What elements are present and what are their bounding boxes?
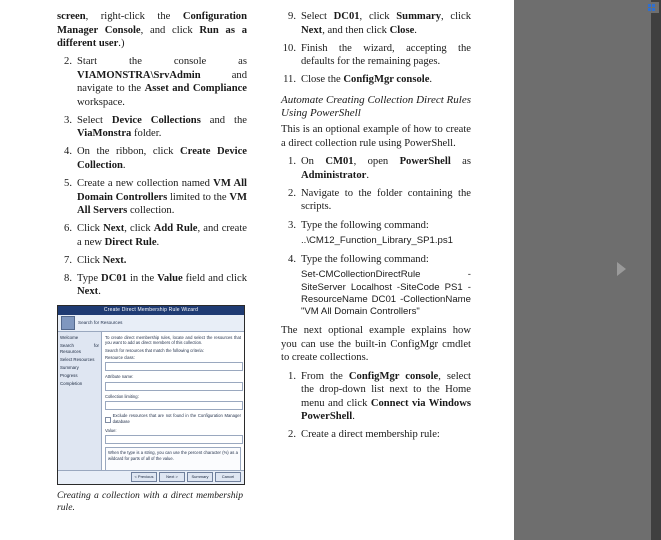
body-text: , open	[353, 156, 400, 168]
figure-wizard-button: Next >	[159, 472, 185, 482]
body-text: , click	[359, 11, 397, 22]
body-text: in the	[126, 272, 158, 284]
vertical-scrollbar[interactable]	[651, 0, 661, 540]
right-column	[281, 10, 474, 446]
body-text: , right-click the	[85, 11, 183, 22]
body-text: as	[450, 156, 471, 168]
body-text: Type	[77, 272, 102, 284]
emphasized-text: VM All Servers	[77, 191, 248, 217]
figure-field-label-4: Value:	[105, 427, 117, 433]
section-heading: Automate Creating Collection Direct Rules Using PowerShell	[281, 93, 471, 120]
emphasized-text: Next	[301, 24, 323, 36]
left-column	[57, 10, 247, 515]
figure-toolbar-text: Search for Resources	[78, 319, 123, 325]
body-text: , select the drop-down list next to the Home menu and click	[301, 370, 471, 409]
left-step-list	[57, 55, 247, 299]
body-text: Type the following command:	[301, 219, 429, 231]
figure-field-label-2: Attribute name:	[105, 374, 134, 380]
emphasized-text: Direct Rule	[104, 236, 157, 248]
figure-field-3	[105, 401, 243, 410]
list-item-text	[77, 178, 247, 216]
emphasized-text: Next	[77, 286, 99, 298]
body-text: , click	[441, 11, 471, 22]
list-item-number: 2.	[288, 187, 296, 199]
figure-caption: Creating a collection with a direct membership rule.	[57, 489, 243, 514]
emphasized-text: Add Rule	[153, 223, 198, 235]
body-text: Finish the wizard, accepting the defaults for the remaining pages.	[301, 42, 471, 68]
body-text: , and then click	[322, 24, 390, 36]
figure-nav-item: Select Resources	[60, 356, 95, 362]
figure-main-line-2: Search for resources that match the following criteria:	[105, 347, 204, 353]
list-item-text	[301, 74, 432, 85]
list-item	[281, 428, 471, 442]
figure-field-label-3: Collection limiting:	[105, 393, 139, 399]
section-outro: The next optional example explains how you can use the built-in ConfigMgr cmdlet to create collections.	[281, 324, 471, 364]
emphasized-text: Asset and Compliance	[144, 83, 247, 95]
body-text: field and click	[182, 272, 247, 284]
list-item-number: 5.	[64, 178, 72, 190]
list-item	[57, 114, 247, 141]
emphasized-text: VM All Domain Controllers	[77, 178, 248, 203]
body-text: .)	[118, 38, 125, 50]
figure-hint-text: When the type is a string, you can use the percent character (%) as a wildcard for parts of all of the value.	[108, 450, 238, 461]
emphasized-text: Value	[157, 272, 183, 284]
list-item-number: 7.	[64, 254, 72, 266]
list-item	[57, 177, 247, 218]
list-item	[57, 55, 247, 109]
list-item-text	[301, 254, 429, 265]
emphasized-text: VIAMONSTRA\SrvAdmin	[77, 69, 201, 81]
list-item-number: 3.	[64, 114, 72, 126]
two-column-layout	[57, 10, 474, 514]
figure-wizard-nav	[58, 332, 102, 472]
next-page-arrow-icon[interactable]	[617, 262, 626, 276]
body-text: limited to the	[167, 191, 230, 203]
body-text: .	[156, 236, 160, 248]
figure-main-line: To create direct membership rules, locate and select the resources that you want to add as direct members of this collection.	[105, 334, 241, 346]
body-text: and navigate to the	[77, 69, 247, 95]
emphasized-text: ConfigMgr console	[343, 74, 430, 86]
emphasized-text: Configuration Manager Console	[57, 11, 247, 36]
figure-wizard-button: Summary	[187, 472, 213, 482]
list-item	[57, 145, 247, 172]
emphasized-text: DC01	[333, 11, 360, 22]
list-item-number: 4.	[64, 146, 72, 158]
code-block: ..\CM12_Function_Library_SP1.ps1	[301, 235, 453, 247]
list-item	[281, 155, 471, 182]
list-item	[281, 219, 471, 248]
lead-continuation-paragraph	[57, 10, 247, 51]
section-intro: This is an optional example of how to create a direct collection rule using PowerShell.	[281, 124, 471, 149]
list-item-number: 2.	[64, 56, 72, 68]
figure-checkbox-row	[105, 413, 241, 426]
checkbox-icon	[105, 417, 111, 423]
figure-nav-item: Progress	[60, 373, 78, 379]
list-item-text	[301, 429, 440, 440]
emphasized-text: Create Device Collection	[77, 146, 247, 171]
body-text: Create a new collection named	[77, 178, 214, 190]
right-step-list-bottom	[281, 370, 471, 442]
list-item	[281, 10, 471, 37]
figure-nav-item: Completion	[60, 381, 83, 387]
list-item-number: 4.	[288, 253, 296, 265]
emphasized-text: Administrator	[301, 169, 367, 181]
list-item-text	[301, 11, 471, 36]
screenshot-figure	[57, 305, 245, 485]
body-text: Click	[77, 223, 104, 235]
emphasized-text: screen	[57, 11, 86, 22]
body-text: .	[122, 159, 126, 171]
figure-nav-item: Welcome	[60, 334, 79, 340]
right-step-list-top	[281, 10, 471, 87]
figure-nav-item: Search for Resources	[60, 343, 99, 354]
list-item-text	[77, 115, 247, 140]
figure-wizard-page	[102, 332, 244, 472]
emphasized-text: ViaMonstra	[77, 128, 132, 140]
emphasized-text: ConfigMgr console	[348, 370, 439, 382]
list-item	[57, 272, 247, 299]
body-text: .	[352, 411, 355, 423]
list-item-number: 2.	[288, 429, 296, 441]
body-text: .	[429, 74, 433, 86]
figure-window-title: Create Direct Membership Rule Wizard	[58, 306, 244, 315]
list-item	[57, 222, 247, 249]
body-text: , and click	[140, 24, 200, 36]
body-text: , click	[124, 223, 154, 235]
right-step-list-mid	[281, 155, 474, 319]
list-item-text	[77, 223, 247, 248]
figure-field-label-1: Resource class:	[105, 355, 135, 361]
list-item-number: 6.	[64, 223, 72, 235]
emphasized-text: CM01	[325, 156, 354, 168]
emphasized-text: Close	[389, 24, 415, 36]
emphasized-text: PowerShell	[399, 156, 451, 168]
list-item-text	[77, 255, 126, 266]
list-item	[281, 370, 471, 424]
body-text: Click	[77, 254, 103, 266]
figure-field-1	[105, 362, 243, 371]
body-text: Select	[301, 11, 334, 22]
list-item	[281, 42, 471, 69]
list-item-number: 1.	[288, 370, 296, 382]
list-item-number: 1.	[288, 156, 296, 168]
code-block: Set-CMCollectionDirectRule -SiteServer Localhost -SiteCode PS1 -ResourceName DC01 -CollectionName "VM All Domain Controllers"	[301, 269, 474, 318]
figure-footer	[58, 470, 244, 484]
list-item-text	[301, 188, 471, 213]
list-item-number: 8.	[64, 272, 72, 284]
body-text: From the	[301, 370, 349, 382]
figure-field-4	[105, 435, 243, 444]
body-text: Start the console as	[77, 56, 247, 68]
grid-view-icon[interactable]	[646, 2, 659, 13]
figure-field-2	[105, 382, 243, 391]
body-text: Create a direct membership rule:	[301, 429, 440, 441]
figure-wizard-button: < Previous	[131, 472, 157, 482]
wizard-icon	[61, 316, 75, 330]
body-text: .	[366, 169, 369, 181]
body-text: .	[98, 286, 101, 298]
emphasized-text: DC01	[101, 272, 127, 284]
list-item	[281, 253, 474, 319]
body-text: Navigate to the folder containing the scripts.	[301, 187, 471, 213]
body-text: On	[301, 156, 326, 168]
figure-body	[58, 332, 244, 472]
figure-block	[57, 305, 247, 515]
body-text: On the ribbon, click	[77, 146, 181, 158]
figure-nav-item: Summary	[60, 364, 79, 370]
list-item-number: 11.	[283, 74, 296, 86]
body-text: .	[414, 24, 417, 36]
list-item	[281, 187, 471, 214]
emphasized-text: Next	[103, 223, 125, 235]
emphasized-text: Connect via Windows PowerShell	[301, 397, 471, 423]
body-text: , and create a new	[77, 223, 247, 248]
body-text: folder.	[131, 128, 162, 140]
list-item-number: 3.	[288, 219, 296, 231]
body-text: Type the following command:	[301, 253, 429, 265]
emphasized-text: Summary	[396, 11, 442, 22]
list-item-text	[77, 273, 247, 298]
list-item-number: 9.	[288, 11, 296, 22]
emphasized-text: Next.	[102, 254, 127, 266]
body-text: and the	[200, 114, 247, 126]
list-item-text	[77, 146, 247, 171]
figure-checkbox-label: Exclude resources that are not found in the Configuration Manager database	[112, 413, 241, 424]
list-item-text	[77, 56, 247, 108]
body-text: Select	[77, 114, 112, 126]
figure-toolbar	[58, 315, 244, 332]
list-item-text	[301, 156, 471, 181]
figure-wizard-button: Cancel	[215, 472, 241, 482]
list-item	[281, 73, 471, 87]
list-item-number: 10.	[282, 42, 296, 54]
list-item-text	[301, 371, 471, 423]
list-item	[57, 254, 247, 268]
body-text: workspace.	[77, 96, 125, 108]
body-text: Close the	[301, 74, 344, 86]
body-text: collection.	[127, 205, 175, 217]
list-item-text	[301, 43, 471, 68]
emphasized-text: Run as a different user	[57, 24, 248, 50]
list-item-text	[301, 220, 429, 231]
emphasized-text: Device Collections	[111, 114, 201, 126]
